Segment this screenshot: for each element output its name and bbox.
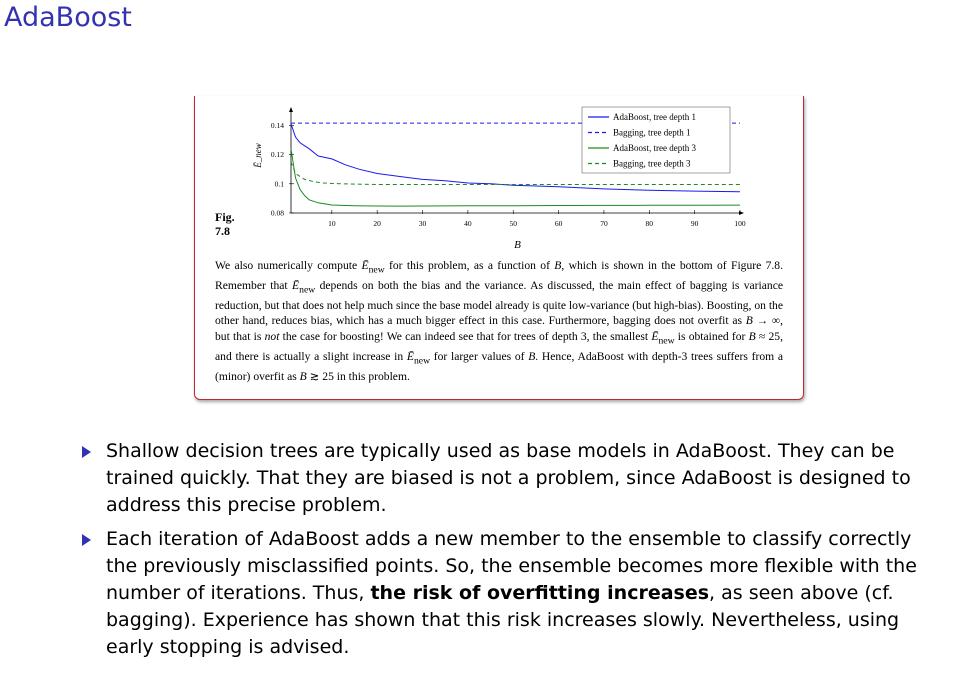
triangle-bullet-icon	[82, 446, 91, 458]
figure-label-fig: Fig.	[215, 210, 235, 224]
line-chart	[195, 96, 803, 256]
y-tick-label: 0.14	[270, 120, 284, 130]
x-tick-label: 40	[464, 219, 472, 228]
x-tick-label: 10	[328, 219, 336, 228]
slide-title: AdaBoost	[4, 2, 132, 33]
y-axis-arrow-icon	[289, 107, 293, 112]
y-tick-label: 0.12	[270, 150, 284, 160]
bullet-item: Shallow decision trees are typically used as base models in AdaBoost. They can be trained quickly. That they are biased is not a problem, since AdaBoost is designed to address this precise problem.	[80, 438, 930, 518]
bullet-item: Each iteration of AdaBoost adds a new member to the ensemble to classify correctly the previously misclassified points. So, the ensemble becomes more flexible with the number of iterations. Thus, the risk of overfitting increases, as seen above (cf. bagging). Experience has shown that this risk increases slowly. Nevertheless, using early stopping is advised.	[80, 526, 930, 660]
math-e-new: $Ē_{new}$	[361, 259, 385, 276]
y-axis-label: Ē_new	[253, 143, 263, 168]
legend-label: Bagging, tree depth 3	[613, 158, 691, 169]
x-tick-label: 90	[690, 219, 699, 228]
triangle-bullet-icon	[82, 534, 91, 546]
figure-caption-text: We also numerically compute $Ē_{new}$ for this problem, as a function of B, which is shown in the bottom of Figure 7.8. Remember that $Ē_{new}$ depends on both the bias and the variance. As discussed, the main effect of bagging is variance reduction, but that does not help much since the base model already is quite low-variance (but high-bias). Boosting, on the other hand, reduces bias, which has a much bigger effect in this case. Furthermore, bagging does not overfit as B → ∞, but that is not the case for boosting! We can indeed see that for trees of depth 3, the smallest $Ē_{new}$ is obtained for B ≈ 25, and there is actually a slight increase in $Ē_{new}$ for larger values of B. Hence, AdaBoost with depth-3 trees suffers from a (minor) overfit as B ≳ 25 in this problem.	[215, 259, 783, 383]
x-tick-label: 50	[509, 219, 517, 228]
figure-label-number: 7.8	[215, 224, 230, 238]
x-tick-label: 30	[418, 219, 427, 228]
figure-panel	[194, 96, 804, 400]
x-tick-label: 20	[373, 219, 381, 228]
x-axis-label: B	[514, 239, 521, 251]
y-tick-label: 0.08	[270, 208, 284, 218]
x-tick-label: 80	[645, 219, 654, 228]
y-tick-label: 0.1	[274, 179, 284, 189]
math-e-new: $Ē_{new}$	[292, 278, 316, 296]
bullet-list	[80, 438, 930, 668]
legend-label: Bagging, tree depth 1	[613, 127, 691, 138]
math-e-new: $Ē_{new}$	[406, 349, 431, 367]
legend-label: AdaBoost, tree depth 1	[613, 112, 696, 122]
x-tick-label: 60	[554, 219, 563, 228]
math-e-new: $Ē_{new}$	[651, 330, 675, 347]
x-tick-label: 70	[600, 219, 608, 228]
bold-emphasis: the risk of overfitting increases	[370, 581, 710, 604]
figure-label	[215, 210, 235, 238]
legend-label: AdaBoost, tree depth 3	[613, 143, 696, 153]
x-tick-label: 100	[734, 219, 746, 228]
